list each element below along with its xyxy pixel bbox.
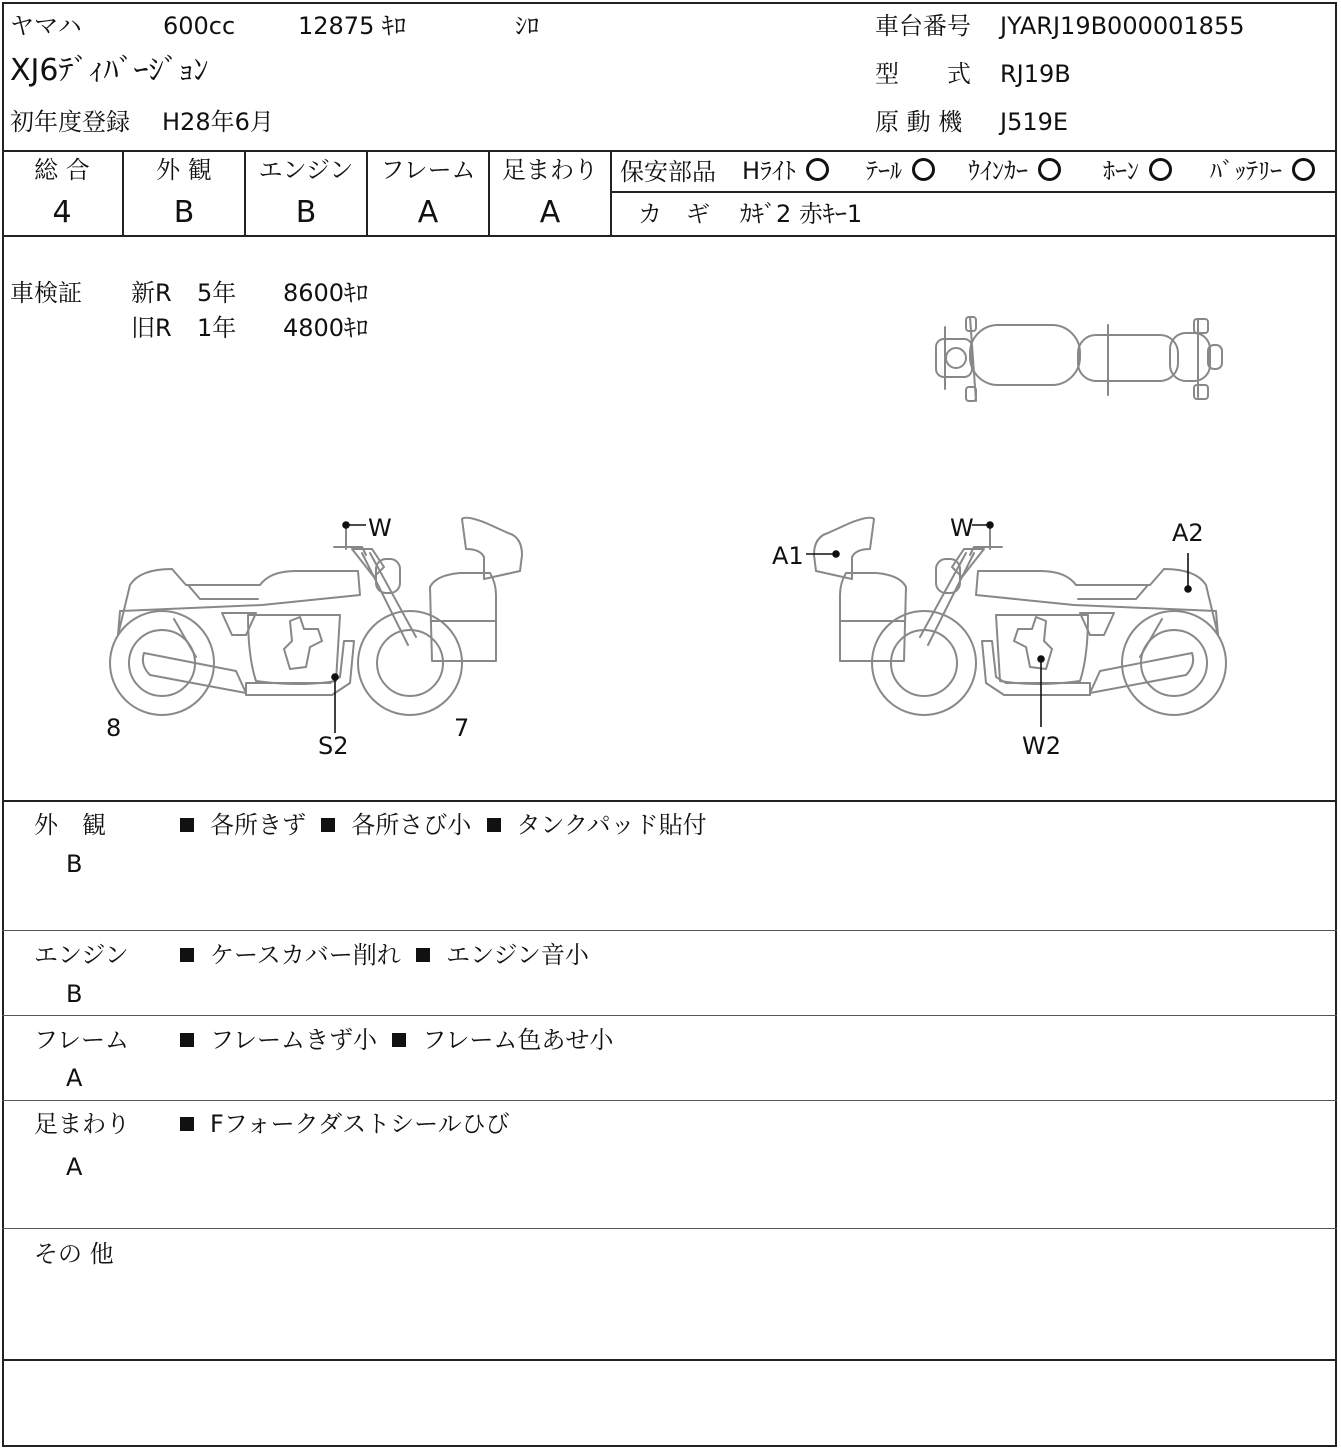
safety-item-winker: ｳｲﾝｶｰ: [968, 158, 1061, 183]
inspection-old-r: 旧R: [131, 314, 172, 342]
bullet-square-icon: [180, 948, 194, 962]
left-7-label: 7: [454, 714, 470, 742]
engine-grade: B: [295, 195, 317, 230]
remarks-frame-grade: A: [66, 1064, 83, 1092]
bullet-square-icon: [321, 818, 335, 832]
key-value: ｶｷﾞ2 赤ｷｰ1: [740, 200, 863, 228]
safety-item-tail: ﾃｰﾙ: [866, 158, 935, 183]
inspection-old-km: 4800ｷﾛ: [283, 314, 369, 342]
inspection-new-km: 8600ｷﾛ: [283, 279, 369, 307]
inspection-new-r: 新R: [131, 279, 172, 307]
type-label: 型 式: [875, 60, 971, 88]
grade-top-line: [2, 150, 1337, 152]
displacement: 600cc: [163, 12, 236, 40]
bullet-square-icon: [487, 818, 501, 832]
remarks-exterior-grade: B: [66, 850, 83, 878]
remarks-suspension-label: 足まわり: [34, 1110, 130, 1138]
ok-circle-icon: [1038, 158, 1061, 181]
remarks-frame-items: フレームきず小 フレーム色あせ小: [180, 1028, 613, 1052]
first-registration-label: 初年度登録: [10, 108, 130, 136]
remarks-exterior-items: 各所きず 各所さび小 タンクパッド貼付: [180, 813, 707, 837]
left-side-motorcycle-icon: [110, 518, 522, 715]
right-side-motorcycle-icon: [814, 518, 1226, 715]
ok-circle-icon: [1149, 158, 1172, 181]
frame-no: JYARJ19B000001855: [1000, 12, 1245, 40]
top-view-motorcycle-icon: [936, 317, 1222, 401]
key-label: カ ギ: [638, 200, 710, 228]
remarks-frame-label: フレーム: [34, 1026, 130, 1054]
remarks-other-label: その 他: [34, 1240, 114, 1268]
safety-label: 保安部品: [620, 158, 716, 186]
frame-no-label: 車台番号: [875, 12, 971, 40]
maker: ヤマハ: [10, 12, 82, 40]
exterior-grade: B: [173, 195, 195, 230]
right-a1-label: A1: [772, 542, 804, 570]
left-w-label: W: [368, 514, 392, 542]
frame-grade: A: [417, 195, 439, 230]
remarks-engine-items: ケースカバー削れ エンジン音小: [180, 943, 589, 967]
suspension-grade: A: [539, 195, 561, 230]
engine-model-label: 原 動 機: [875, 108, 963, 136]
remarks-engine-grade: B: [66, 980, 83, 1008]
bullet-square-icon: [392, 1033, 406, 1047]
remarks-engine-label: エンジン: [34, 941, 129, 969]
suspension-label: 足まわり: [502, 156, 598, 184]
inspection-old-years: 1年: [197, 314, 237, 342]
overall-grade: 4: [52, 195, 72, 230]
ok-circle-icon: [912, 158, 935, 181]
frame-label: フレーム: [380, 156, 476, 184]
mileage: 12875 ｷﾛ: [298, 12, 406, 40]
left-8-label: 8: [106, 714, 122, 742]
exterior-label: 外 観: [156, 156, 212, 184]
right-w-label: W: [950, 514, 974, 542]
engine-label: エンジン: [258, 156, 354, 184]
motorcycle-diagram: [0, 237, 1341, 797]
bullet-square-icon: [180, 818, 194, 832]
remarks-suspension-grade: A: [66, 1153, 83, 1181]
first-registration-value: H28年6月: [162, 108, 274, 136]
right-a2-label: A2: [1172, 519, 1204, 547]
engine-model-value: J519E: [1000, 108, 1069, 136]
safety-item-horn: ﾎｰﾝ: [1103, 158, 1172, 183]
remarks-exterior-label: 外 観: [34, 811, 106, 839]
ok-circle-icon: [806, 158, 829, 181]
safety-item-battery: ﾊﾞｯﾃﾘｰ: [1210, 158, 1315, 183]
bullet-square-icon: [180, 1117, 194, 1131]
inspection-label: 車検証: [10, 279, 82, 307]
left-s2-label: S2: [318, 732, 349, 760]
inspection-new-years: 5年: [197, 279, 237, 307]
type-value: RJ19B: [1000, 60, 1071, 88]
damage-callouts: [332, 522, 1191, 733]
color: ｼﾛ: [515, 12, 539, 40]
safety-item-headlight: Hﾗｲﾄ: [742, 158, 829, 183]
bullet-square-icon: [180, 1033, 194, 1047]
ok-circle-icon: [1292, 158, 1315, 181]
remarks-suspension-items: Fフォークダストシールひび: [180, 1112, 510, 1136]
safety-divider: [611, 191, 1337, 193]
overall-label: 総 合: [34, 156, 90, 184]
bullet-square-icon: [416, 948, 430, 962]
model-name: XJ6ﾃﾞｨﾊﾞｰｼﾞｮﾝ: [10, 53, 209, 88]
right-w2-label: W2: [1022, 732, 1061, 760]
